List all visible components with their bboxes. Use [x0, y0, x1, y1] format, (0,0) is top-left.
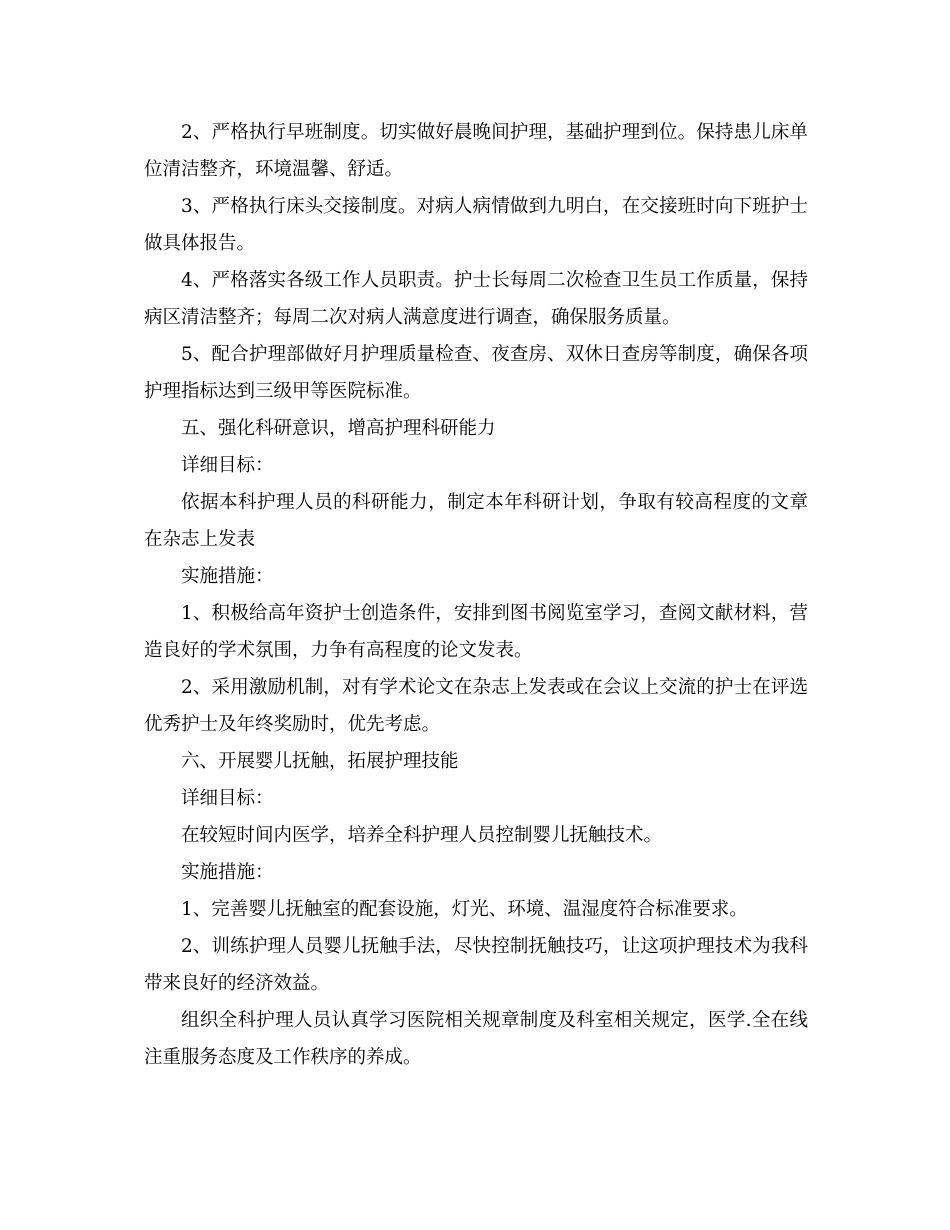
paragraph-item-5-quality-checks: 5、配合护理部做好月护理质量检查、夜查房、双休日查房等制度，确保各项护理指标达到三级甲等医院标准。	[144, 344, 808, 402]
paragraph-measure-2-training: 2、训练护理人员婴儿抚触手法，尽快控制抚触技巧，让这项护理技术为我科带来良好的经济效益。	[144, 936, 808, 994]
paragraph-measure-1-facilities: 1、完善婴儿抚触室的配套设施，灯光、环境、温湿度符合标准要求。	[181, 899, 748, 920]
paragraph-item-3-bedside-handover: 3、严格执行床头交接制度。对病人病情做到九明白，在交接班时向下班护士做具体报告。	[144, 196, 808, 254]
paragraph-research-goal: 依据本科护理人员的科研能力，制定本年科研计划，争取有较高程度的文章在杂志上发表	[144, 492, 808, 550]
paragraph-measure-2-incentives: 2、采用激励机制，对有学术论文在杂志上发表或在会议上交流的护士在评选优秀护士及年终奖励时，优先考虑。	[144, 677, 808, 735]
paragraph-regulations-study: 组织全科护理人员认真学习医院相关规章制度及科室相关规定，医学.全在线注重服务态度及工作秩序的养成。	[144, 1010, 808, 1068]
paragraph-measure-1-reading-room: 1、积极给高年资护士创造条件，安排到图书阅览室学习，查阅文献材料，营造良好的学术氛围，力争有高程度的论文发表。	[144, 603, 808, 661]
paragraph-infant-touch-goal: 在较短时间内医学，培养全科护理人员控制婴儿抚触技术。	[181, 825, 663, 846]
paragraph-item-4-staff-duties: 4、严格落实各级工作人员职责。护士长每周二次检查卫生员工作质量，保持病区清洁整齐；每周二次对病人满意度进行调查，确保服务质量。	[144, 270, 808, 328]
section-heading-infant-touch: 六、开展婴儿抚触，拓展护理技能	[181, 751, 459, 772]
paragraph-item-2-early-shift: 2、严格执行早班制度。切实做好晨晚间护理，基础护理到位。保持患儿床单位清洁整齐，环境温馨、舒适。	[144, 122, 808, 180]
subheading-measures: 实施措施：	[181, 862, 274, 883]
subheading-detailed-goal: 详细目标：	[181, 455, 274, 476]
document-body	[144, 114, 808, 1076]
section-heading-research: 五、强化科研意识，增高护理科研能力	[181, 418, 496, 439]
subheading-detailed-goal: 详细目标：	[181, 788, 274, 809]
subheading-measures: 实施措施：	[181, 566, 274, 587]
